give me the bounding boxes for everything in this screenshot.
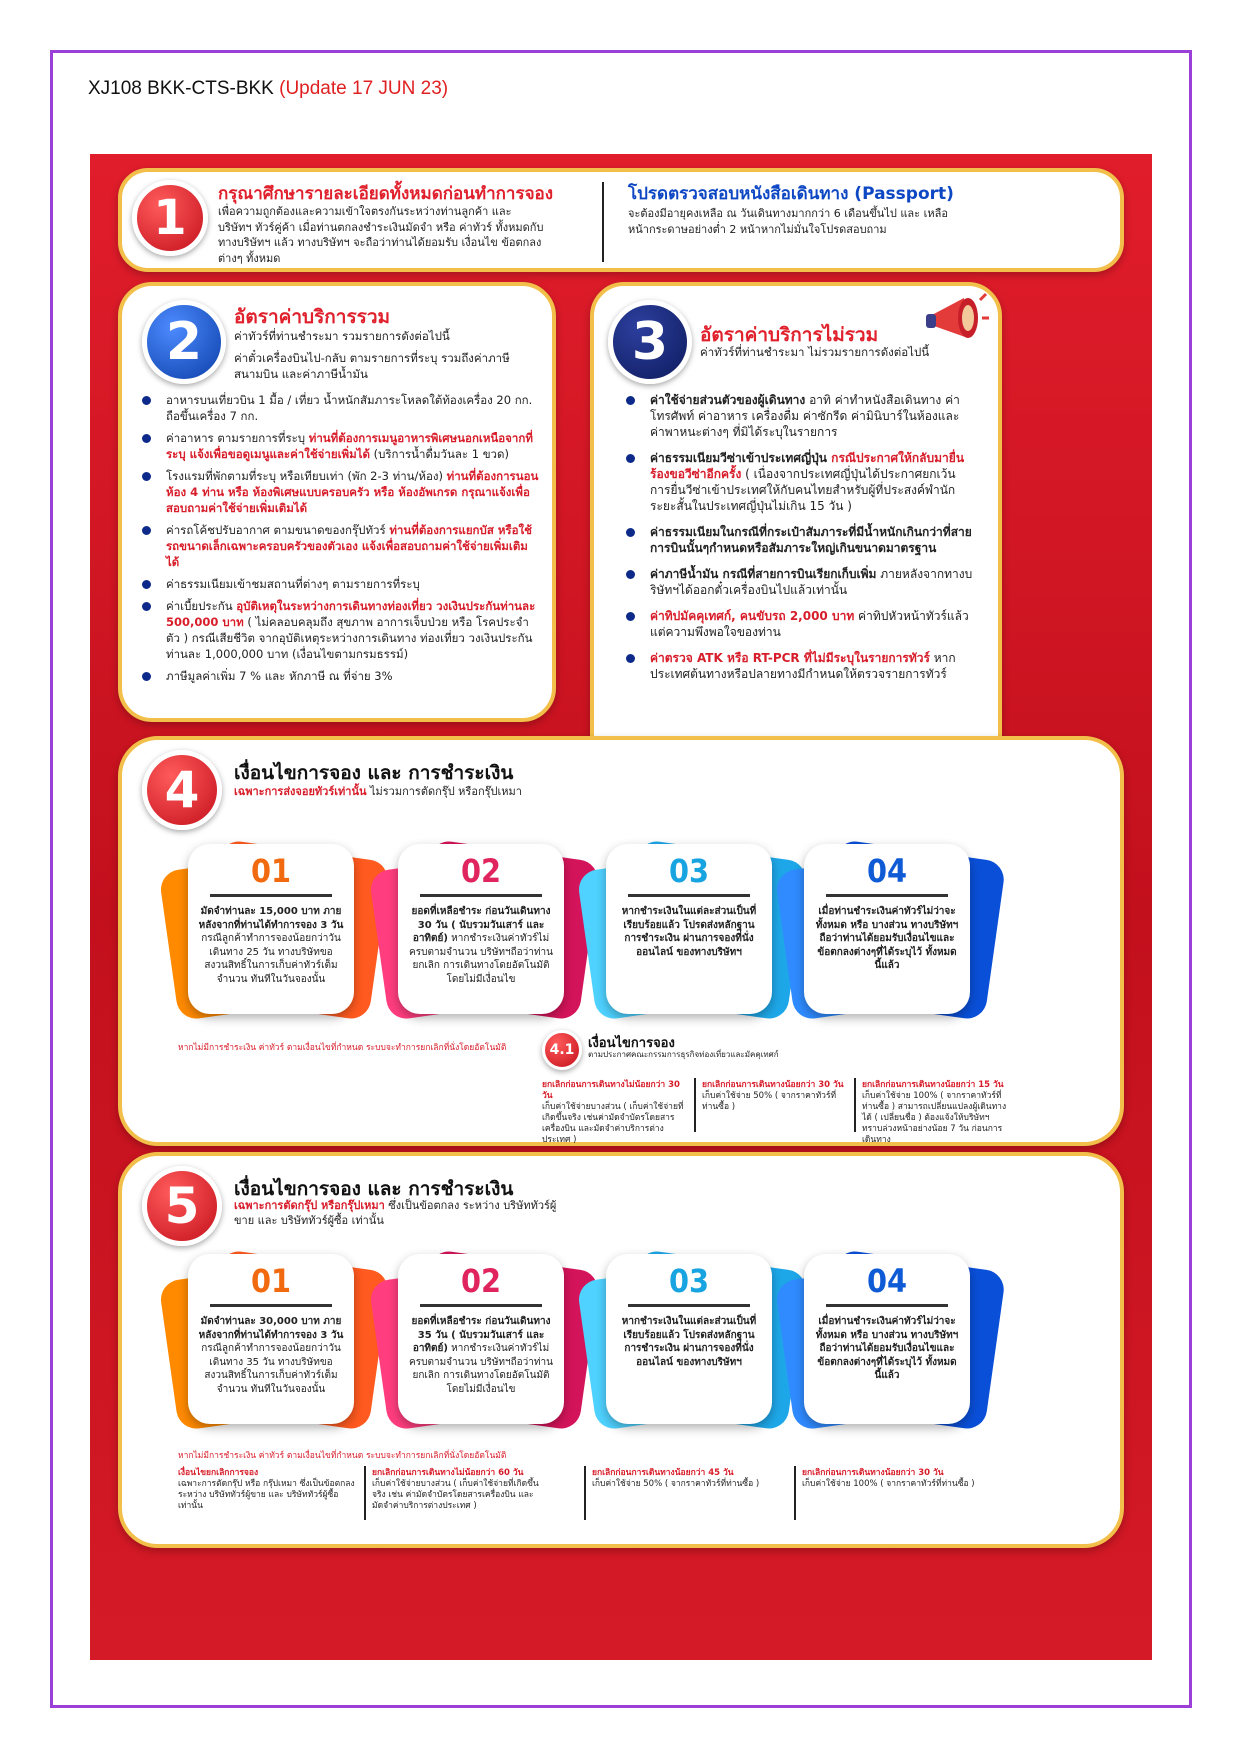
section-5-title: เงื่อนไขการจอง และ การชำระเงิน [234,1178,514,1200]
excluded-item-text: ( เนื่องจากประเทศญี่ปุ่นได้ประกาศยกเว้นการยื่นวีซ่าเข้าประเทศให้กับคนไทยสำหรับผู้ที่ประสงค์พำนักระยะสั้นในประเทศญี่ปุ่นไม่เกิน 15 วัน ) [650,467,956,513]
section-3-title: อัตราค่าบริการไม่รวม [700,324,879,346]
condition-column [592,1468,772,1490]
step-text [814,905,960,973]
step-text-bold: มัดจำท่านละ 30,000 บาท ภายหลังจากที่ท่านได้ทำการจอง 3 วัน [198,1316,344,1341]
step-card-face [398,1254,564,1424]
section-2-intro: ค่าตั๋วเครื่องบินไป-กลับ ตามรายการที่ระบุ รวมถึงค่าภาษี สนามบิน และค่าภาษีน้ำมัน [234,351,510,381]
step-text-bold: ยอดที่เหลือชำระ ก่อนวันเดินทาง 30 วัน ( นับรวมวันเสาร์ และ อาทิตย์) [411,906,551,944]
included-item-text: โรงแรมที่พักตามที่ระบุ หรือเทียบเท่า (พัก 2-3 ท่าน/ห้อง) [166,469,447,483]
condition-text: เฉพาะการตัดกรุ๊ป หรือ กรุ๊ปเหมา ซึ่งเป็นข้อตกลงระหว่าง บริษัททัวร์ผู้ขาย และ บริษัททัวร์ผู้ซื้อ เท่านั้น [178,1479,355,1511]
included-item-text: ค่ารถโค้ชปรับอากาศ ตามขนาดของกรุ๊ปทัวร์ [166,523,390,537]
included-item-highlight: ท่านที่ต้องการแยกบัส หรือใช้รถขนาดเล็กเฉพาะครอบครัวของตัวเอง แจ้งเพื่อสอบถามค่าใช้จ่ายเพิ่มเติมได้ [166,523,532,569]
section-5-number-badge: 5 [142,1166,222,1246]
included-item [140,522,540,570]
excluded-item-title: ค่าภาษีน้ำมัน กรณีที่สายการบินเรียกเก็บเพิ่ม [650,567,877,581]
included-item [140,392,540,424]
step-card-01 [182,844,350,1016]
step-text-bold: เมื่อท่านชำระเงินค่าทัวร์ไม่ว่าจะทั้งหมด หรือ บางส่วน ทางบริษัทฯถือว่าท่านได้ยอมรับเงื่อนไขและข้อตกลงต่างๆที่ได้ระบุไว้ ทั้งหมดนี้แล้ว [815,1316,959,1381]
step-card-face [188,1254,354,1424]
excluded-item-text: ค่าทิปหัวหน้าทัวร์แล้วแต่ความพึงพอใจของท่าน [650,609,969,639]
step-card-01 [182,1254,350,1426]
step-text [198,1315,344,1396]
included-items-list [140,392,540,690]
section-4-note: หากไม่มีการชำระเงิน ค่าทัวร์ ตามเงื่อนไขที่กำหนด ระบบจะทำการยกเลิกที่นั่งโดยอัตโนมัติ [178,1043,507,1053]
condition-title: เงื่อนไขยกเลิกการจอง [178,1468,259,1478]
step-text-bold: หากชำระเงินในแต่ละส่วนเป็นที่เรียบร้อยแล้ว โปรดส่งหลักฐานการชำระเงิน ผ่านการจองที่นั่ง ออนไลน์ ของทางบริษัทฯ [621,1316,757,1368]
included-item-note: (บริการน้ำดื่มวันละ 1 ขวด) [369,447,509,461]
condition-title: ยกเลิกก่อนการเดินทางไม่น้อยกว่า 30 วัน [542,1080,680,1101]
included-item [140,468,540,516]
condition-text: เก็บค่าใช้จ่าย 100% ( จากราคาทัวร์ที่ท่านซื้อ ) สามารถเปลี่ยนแปลงผู้เดินทางได้ ( เปลี่ยนชื่อ ) ต้องแจ้งให้บริษัทฯ ทราบล่วงหน้าอย่างน้อย 7 วัน ก่อนการเดินทาง [862,1091,1007,1145]
excluded-item-highlight: ค่าตรวจ ATK หรือ RT-PCR ที่ไม่มีระบุในรายการทัวร์ [650,651,930,665]
step-text [408,1315,554,1396]
step-card-face [188,844,354,1014]
condition-title: ยกเลิกก่อนการเดินทางน้อยกว่า 15 วัน [862,1080,1004,1090]
step-divider [420,1304,542,1307]
included-item [140,430,540,462]
included-item [140,668,540,684]
excluded-item-highlight: กรณีประกาศให้กลับมายื่นร้องขอวีซ่าอีกครั้ง [650,451,965,481]
section-5-note: หากไม่มีการชำระเงิน ค่าทัวร์ ตามเงื่อนไขที่กำหนด ระบบจะทำการยกเลิกที่นั่งโดยอัตโนมัติ [178,1451,507,1461]
section-1-number-badge: 1 [132,180,208,256]
included-item [140,576,540,592]
condition-divider [854,1078,856,1132]
section-2-title: อัตราค่าบริการรวม [234,306,391,328]
included-item-text: ค่าธรรมเนียมเข้าชมสถานที่ต่างๆ ตามรายการที่ระบุ [166,577,420,591]
step-number: 02 [460,852,502,890]
excluded-item-title: ค่าธรรมเนียมในกรณีที่กระเป๋าสัมภาระที่มีน้ำหนักเกินกว่าที่สายการบินนั้นๆกำหนดหรือสัมภาระใหญ่เกินขนาดมาตรฐาน [650,525,972,555]
excluded-item-text: ภายหลังจากทางบริษัทฯได้ออกตั๋วเครื่องบินไปแล้วเท่านั้น [650,567,973,597]
section-1-card [118,168,1124,272]
step-card-face [398,844,564,1014]
passport-body: จะต้องมีอายุคงเหลือ ณ วันเดินทางมากกว่า 6 เดือนขึ้นไป และ เหลือหน้ากระดาษอย่างต่ำ 2 หน้าหากไม่มั่นใจโปรดสอบถาม [628,207,948,236]
included-item-text: ภาษีมูลค่าเพิ่ม 7 % และ หักภาษี ณ ที่จ่าย 3% [166,669,393,683]
included-item [140,598,540,662]
step-card-face [804,1254,970,1424]
section-1-title: กรุณาศึกษารายละเอียดทั้งหมดก่อนทำการจอง [218,184,554,204]
step-divider [628,894,750,897]
section-4-card [118,736,1124,1146]
section-4-1-subtitle: ตามประกาศคณะกรรมการธุรกิจท่องเที่ยวและมัคคุเทศก์ [588,1050,779,1059]
step-card-face [606,1254,772,1424]
step-divider [628,1304,750,1307]
step-card-04 [798,1254,966,1426]
step-text-bold: มัดจำท่านละ 15,000 บาท ภายหลังจากที่ท่านได้ทำการจอง 3 วัน [198,906,344,931]
section-2-subtitle: ค่าทัวร์ที่ท่านชำระมา รวมรายการดังต่อไปนี้ [234,329,450,343]
step-card-03 [600,1254,768,1426]
step-number: 04 [866,852,908,890]
update-date: (Update 17 JUN 23) [279,78,449,99]
step-text [616,905,762,959]
step-card-03 [600,844,768,1016]
included-item-highlight: ท่านที่ต้องการนอนห้อง 4 ท่าน หรือ ห้องพิเศษแบบครอบครัว หรือ ห้องอัพเกรด กรุณาแจ้งเพื่อสอบถามค่าใช้จ่ายเพิ่มเติมได้ [166,469,539,515]
step-divider [210,1304,332,1307]
section-2-card [118,282,556,722]
section-2-number-badge: 2 [142,300,226,384]
step-card-face [606,844,772,1014]
step-divider [826,1304,948,1307]
section-3-number-badge: 3 [608,300,692,384]
section-5-subtitle: เฉพาะการตัดกรุ๊ป หรือกรุ๊ปเหมา ซึ่งเป็นข้อตกลง ระหว่าง บริษัททัวร์ผู้ขาย และ บริษัททัวร์ผู้ซื้อ เท่านั้น [234,1199,557,1227]
condition-text: เก็บค่าใช้จ่ายบางส่วน ( เก็บค่าใช้จ่ายที่เกิดขึ้นจริง เช่น ค่ามัดจำบัตรโดยสารเครื่องบิน และ มัดจำค่าบริการต่างประเทศ ) [372,1479,539,1511]
step-number: 03 [668,1262,710,1300]
step-text-bold: ยอดที่เหลือชำระ ก่อนวันเดินทาง 35 วัน ( นับรวมวันเสาร์ และ อาทิตย์) [411,1316,551,1354]
condition-divider [694,1078,696,1132]
excluded-item [624,650,974,682]
step-divider [210,894,332,897]
section-3-card [590,282,1002,778]
excluded-item-text: อาทิ ค่าทำหนังสือเดินทาง ค่าโทรศัพท์ ค่าอาหาร เครื่องดื่ม ค่าซักรีด ค่ามินิบาร์ในห้องและค่าพาหนะต่างๆ ที่มิได้ระบุในรายการ [650,393,960,439]
document-header [88,78,448,100]
section-5-card [118,1152,1124,1548]
section-4-1-title: เงื่อนไขการจอง [588,1036,675,1051]
excluded-item-text: หากประเทศต้นทางหรือปลายทางมีกำหนดให้ตรวจรายการทัวร์ [650,651,956,681]
condition-column [178,1468,358,1512]
megaphone-icon [924,290,990,346]
step-divider [420,894,542,897]
condition-column [702,1080,852,1113]
section-3-subtitle: ค่าทัวร์ที่ท่านชำระมา ไม่รวมรายการดังต่อไปนี้ [700,345,930,359]
excluded-item [624,524,974,556]
excluded-item-title: ค่าใช้จ่ายส่วนตัวของผู้เดินทาง [650,393,806,407]
step-text-detail: หากชำระเงินค่าทัวร์ไม่ครบตามจำนวน บริษัทฯถือว่าท่านยกเลิก การเดินทางโดยอัตโนมัติ โดยไม่มีเงื่อนไข [409,1343,553,1395]
step-text-bold: เมื่อท่านชำระเงินค่าทัวร์ไม่ว่าจะทั้งหมด หรือ บางส่วน ทางบริษัทฯถือว่าท่านได้ยอมรับเงื่อนไขและข้อตกลงต่างๆที่ได้ระบุไว้ ทั้งหมดนี้แล้ว [815,906,959,971]
condition-column [542,1080,692,1146]
step-number: 01 [250,852,292,890]
condition-column [862,1080,1012,1146]
included-item-highlight: อุบัติเหตุในระหว่างการเดินทางท่องเที่ยว วงเงินประกันท่านละ 500,000 บาท [166,599,536,629]
included-item-text: ค่าอาหาร ตามรายการที่ระบุ [166,431,309,445]
condition-column [372,1468,552,1512]
condition-text: เก็บค่าใช้จ่าย 50% ( จากราคาทัวร์ที่ท่านซื้อ ) [702,1091,837,1112]
step-number: 03 [668,852,710,890]
step-text [198,905,344,986]
section-4-subtitle: เฉพาะการส่งจอยทัวร์เท่านั้น ไม่รวมการตัดกรุ๊ป หรือกรุ๊ปเหมา [234,785,522,798]
passport-title: โปรดตรวจสอบหนังสือเดินทาง (Passport) [628,184,954,204]
step-card-02 [392,1254,560,1426]
step-text-detail: กรณีลูกค้าทำการจองน้อยกว่าวันเดินทาง 35 วัน ทางบริษัทขอสงวนสิทธิ์ในการเก็บค่าทัวร์เต็มจำนวน ทันทีในวันจองนั้น [201,1343,341,1395]
included-item-text: อาหารบนเที่ยวบิน 1 มื้อ / เที่ยว น้ำหนักสัมภาระโหลดใต้ท้องเครื่อง 20 กก. ถือขึ้นเครื่อง 7 กก. [166,393,533,423]
step-number: 02 [460,1262,502,1300]
condition-text: เก็บค่าใช้จ่ายบางส่วน ( เก็บค่าใช้จ่ายที่เกิดขึ้นจริง เช่นค่ามัดจำบัตรโดยสารเครื่องบิน และมัดจำค่าบริการต่างประเทศ ) [542,1102,684,1145]
step-text [408,905,554,986]
excluded-item-highlight: ค่าทิปมัคคุเทศก์, คนขับรถ 2,000 บาท [650,609,855,623]
condition-title: ยกเลิกก่อนการเดินทางน้อยกว่า 30 วัน [702,1080,844,1090]
step-card-face [804,844,970,1014]
step-number: 01 [250,1262,292,1300]
step-text [616,1315,762,1369]
step-divider [826,894,948,897]
condition-divider [364,1466,366,1520]
step-card-02 [392,844,560,1016]
condition-title: ยกเลิกก่อนการเดินทางไม่น้อยกว่า 60 วัน [372,1468,524,1478]
excluded-item [624,608,974,640]
step-text-detail: หากชำระเงินค่าทัวร์ไม่ครบตามจำนวน บริษัทฯถือว่าท่านยกเลิก การเดินทางโดยอัตโนมัติ โดยไม่มีเงื่อนไข [409,933,553,985]
excluded-items-list [624,392,974,692]
tour-conditions-poster [90,154,1152,1660]
section-1-body: เพื่อความถูกต้องและความเข้าใจตรงกันระหว่างท่านลูกค้า และ บริษัทฯ ทัวร์คู่ค้า เมื่อท่านตกลงชำระเงินมัดจำ หรือ ค่าทัวร์ ทั้งหมดกับทางบริษัทฯ แล้ว ทางบริษัทฯ จะถือว่าท่านได้ยอมรับ เงื่อนไข ข้อตกลงต่างๆ ทั้งหมด [218,205,544,265]
section-4-title: เงื่อนไขการจอง และ การชำระเงิน [234,762,514,784]
condition-text: เก็บค่าใช้จ่าย 100% ( จากราคาทัวร์ที่ท่านซื้อ ) [802,1479,975,1489]
step-card-04 [798,844,966,1016]
tour-code: XJ108 BKK-CTS-BKK [88,78,274,99]
condition-column [802,1468,982,1490]
section-4-1-badge: 4.1 [542,1030,582,1070]
step-text [814,1315,960,1383]
section-1-divider [602,182,604,262]
condition-divider [584,1466,586,1520]
condition-divider [794,1466,796,1520]
step-text-bold: หากชำระเงินในแต่ละส่วนเป็นที่เรียบร้อยแล้ว โปรดส่งหลักฐานการชำระเงิน ผ่านการจองที่นั่ง ออนไลน์ ของทางบริษัทฯ [621,906,757,958]
included-item-note: ( ไม่คลอบคลุมถึง สุขภาพ อาการเจ็บป่วย หรือ โรคประจำตัว ) กรณีเสียชีวิต จากอุบัติเหตุระหว่างการเดินทาง ท่องเที่ยว วงเงินประกันท่านละ 1,000,000 บาท (เงื่อนไขตามกรมธรรม์) [166,615,533,661]
excluded-item-title: ค่าธรรมเนียมวีซ่าเข้าประเทศญี่ปุ่น [650,451,832,465]
excluded-item [624,566,974,598]
excluded-item [624,450,974,514]
step-number: 04 [866,1262,908,1300]
excluded-item [624,392,974,440]
included-item-highlight: ท่านที่ต้องการเมนูอาหารพิเศษนอกเหนือจากที่ระบุ แจ้งเพื่อขอดูเมนูและค่าใช้จ่ายเพิ่มได้ [166,431,533,461]
condition-text: เก็บค่าใช้จ่าย 50% ( จากราคาทัวร์ที่ท่านซื้อ ) [592,1479,760,1489]
condition-title: ยกเลิกก่อนการเดินทางน้อยกว่า 45 วัน [592,1468,734,1478]
included-item-text: ค่าเบี้ยประกัน [166,599,237,613]
step-text-detail: กรณีลูกค้าทำการจองน้อยกว่าวันเดินทาง 25 วัน ทางบริษัทขอสงวนสิทธิ์ในการเก็บค่าทัวร์เต็มจำนวน ทันทีในวันจองนั้น [201,933,341,985]
section-4-number-badge: 4 [142,750,222,830]
condition-title: ยกเลิกก่อนการเดินทางน้อยกว่า 30 วัน [802,1468,944,1478]
